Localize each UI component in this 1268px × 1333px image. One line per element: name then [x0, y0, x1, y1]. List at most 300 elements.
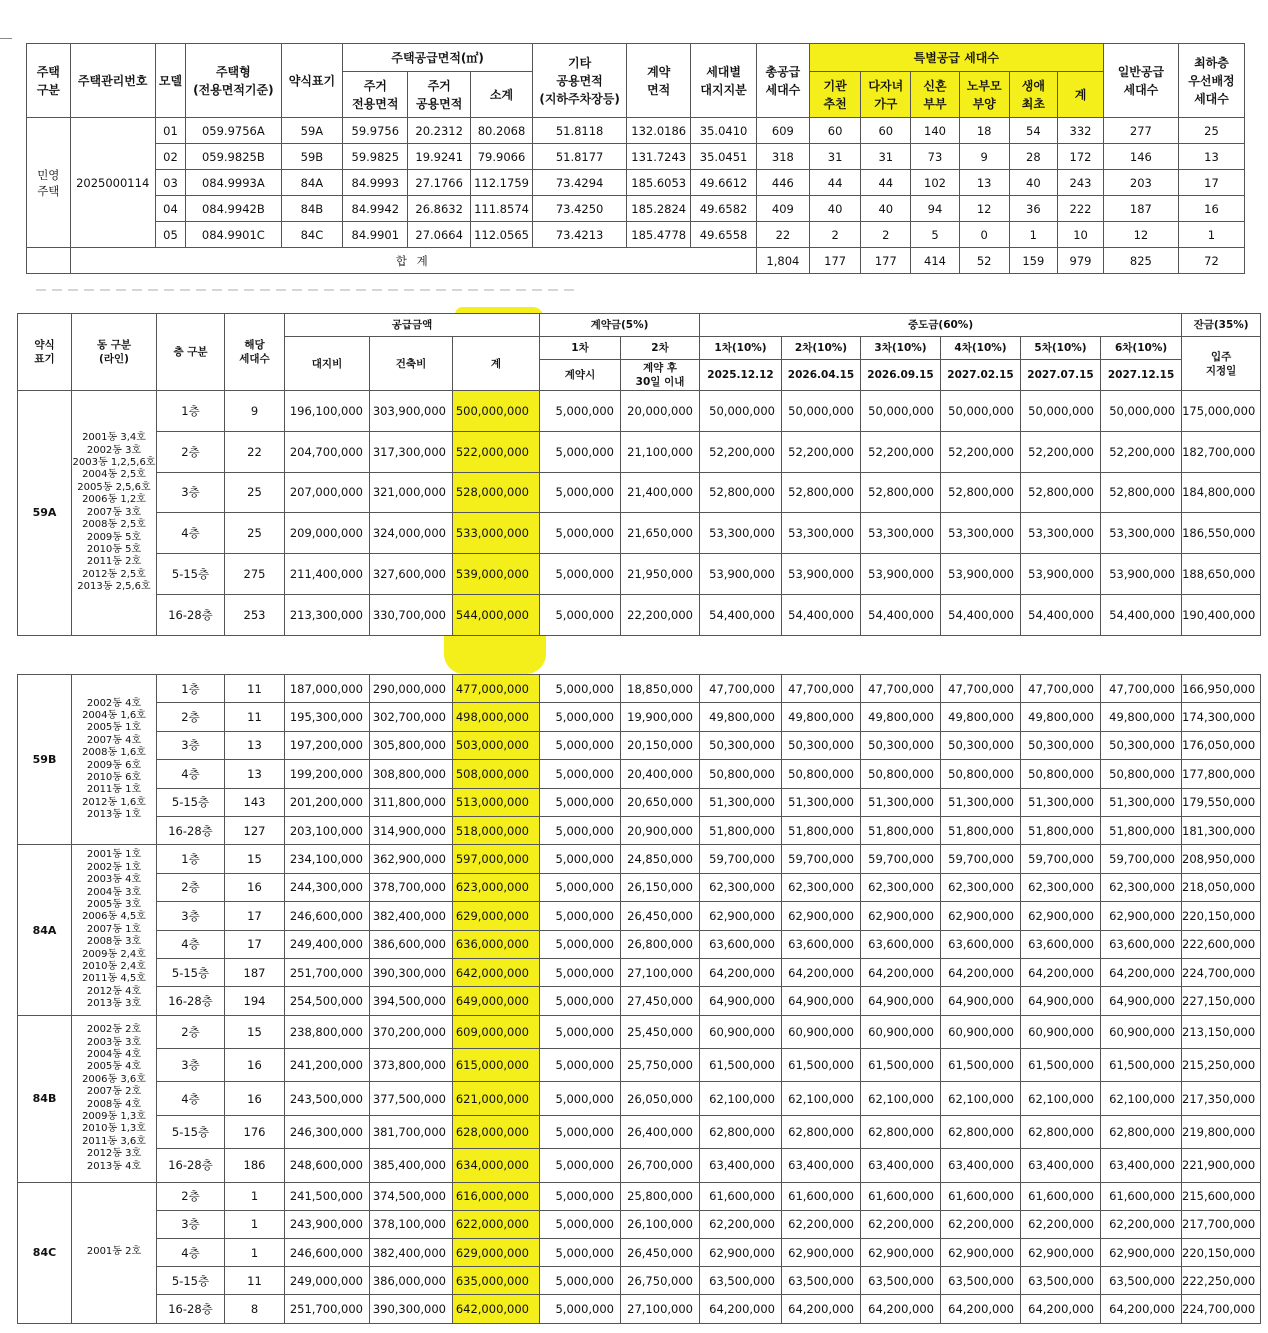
header-deposit-2: 2차: [621, 337, 700, 360]
price-cell: 50,800,000: [700, 760, 782, 788]
summary-cell: 27.0664: [408, 222, 471, 248]
summary-row: [27, 196, 1245, 222]
price-cell: 62,900,000: [1021, 1239, 1101, 1267]
price-cell: 27,450,000: [621, 987, 700, 1015]
summary-cell: 132.0186: [627, 118, 691, 144]
summary-cell: 40: [1009, 170, 1058, 196]
price-cell: 49,800,000: [1021, 703, 1101, 731]
unit-type-label: 84A: [18, 845, 72, 1015]
supply-summary-table: [26, 43, 1245, 274]
price-cell: 390,300,000: [370, 958, 453, 986]
price-cell: 62,200,000: [782, 1210, 861, 1238]
dong-list: 2001동 1호 2002동 1호 2003동 4호 2004동 3호 2005동 3호 2006동 4,5호 2007동 1호 2008동 3호 2009동 2,4호 2010동 2,4호 2011동 4,5호 2012동 4호 2013동 3호: [72, 845, 157, 1015]
summary-cell: 12: [1103, 222, 1178, 248]
price-cell: 209,000,000: [285, 513, 370, 554]
floor-cell: 5-15층: [157, 554, 225, 595]
unit-type-label: 59A: [18, 391, 72, 636]
price-cell: 62,300,000: [782, 873, 861, 901]
price-cell: 62,900,000: [700, 1239, 782, 1267]
price-cell: 50,800,000: [1021, 760, 1101, 788]
price-cell: 62,900,000: [861, 1239, 941, 1267]
summary-cell: 44: [809, 170, 861, 196]
price-cell: 317,300,000: [370, 431, 453, 472]
price-cell: 63,500,000: [861, 1267, 941, 1295]
price-cell: 51,800,000: [941, 816, 1021, 844]
price-cell: 220,150,000: [1182, 1239, 1261, 1267]
price-cell: 5,000,000: [540, 431, 621, 472]
price-cell: 5,000,000: [540, 513, 621, 554]
price-cell: 196,100,000: [285, 391, 370, 432]
summary-cell: 49.6558: [691, 222, 757, 248]
price-cell: 60,900,000: [700, 1015, 782, 1048]
summary-cell: 60: [809, 118, 861, 144]
summary-cell: 44: [861, 170, 911, 196]
dong-list: 2001동 3,4호 2002동 3호 2003동 1,2,5,6호 2004동 2,5호 2005동 2,5,6호 2006동 1,2호 2007동 3호 2008동 2,5호 2009동 5호 2010동 5호 2011동 2호 2012동 2,5호 2013동 2,5,6호: [72, 391, 157, 636]
price-cell: 51,300,000: [941, 788, 1021, 816]
header-inst: 기관 추천: [809, 72, 861, 118]
header-mid-2-date: 2026.04.15: [782, 360, 861, 391]
summary-cell: 084.9942B: [186, 196, 281, 222]
price-cell: 64,200,000: [1021, 1295, 1101, 1323]
units-cell: 253: [225, 594, 285, 635]
floor-cell: 2층: [157, 1015, 225, 1048]
price-cell: 62,900,000: [782, 1239, 861, 1267]
price-cell: 62,900,000: [941, 902, 1021, 930]
summary-cell: 13: [959, 170, 1009, 196]
price-cell: 217,700,000: [1182, 1210, 1261, 1238]
price-cell: 311,800,000: [370, 788, 453, 816]
floor-cell: 2층: [157, 431, 225, 472]
price-cell: 62,300,000: [1021, 873, 1101, 901]
summary-cell: 10: [1058, 222, 1104, 248]
total-price-cell: 649,000,000: [453, 987, 540, 1015]
units-cell: 9: [225, 391, 285, 432]
price-cell: 302,700,000: [370, 703, 453, 731]
price-cell: 222,250,000: [1182, 1267, 1261, 1295]
header-mid-group: 중도금(60%): [700, 314, 1182, 337]
units-cell: 16: [225, 873, 285, 901]
header-common: 주거 공용면적: [408, 72, 471, 118]
price-cell: 20,900,000: [621, 816, 700, 844]
price-row: [18, 594, 1268, 635]
units-cell: 16: [225, 1049, 285, 1082]
price-cell: 246,300,000: [285, 1115, 370, 1148]
price-cell: 186,550,000: [1182, 513, 1261, 554]
price-cell: 174,300,000: [1182, 703, 1261, 731]
highlight-mark: [444, 636, 546, 674]
price-cell: 63,500,000: [1021, 1267, 1101, 1295]
price-cell: 50,300,000: [1021, 731, 1101, 759]
price-cell: 386,000,000: [370, 1267, 453, 1295]
price-cell: 53,900,000: [861, 554, 941, 595]
summary-cell: 84.9993: [343, 170, 408, 196]
dong-list: 2001동 2호: [72, 1182, 157, 1323]
summary-cell: 26.8632: [408, 196, 471, 222]
total-price-cell: 533,000,000: [453, 513, 540, 554]
floor-cell: 5-15층: [157, 1267, 225, 1295]
price-cell: 62,100,000: [1021, 1082, 1101, 1115]
summary-cell: 94: [911, 196, 960, 222]
price-cell: 179,550,000: [1182, 788, 1261, 816]
header-model: 모델: [155, 44, 185, 118]
price-cell: 26,700,000: [621, 1149, 700, 1182]
units-cell: 1: [225, 1182, 285, 1210]
price-cell: 51,300,000: [782, 788, 861, 816]
price-cell: 54,400,000: [1021, 594, 1101, 635]
price-cell: 303,900,000: [370, 391, 453, 432]
house-kind-cell: 민영 주택: [27, 118, 71, 248]
units-cell: 187: [225, 958, 285, 986]
price-cell: 249,400,000: [285, 930, 370, 958]
price-cell: 52,200,000: [700, 431, 782, 472]
price-cell: 224,700,000: [1182, 958, 1261, 986]
price-cell: 52,800,000: [1101, 472, 1182, 513]
floor-cell: 4층: [157, 760, 225, 788]
total-price-cell: 609,000,000: [453, 1015, 540, 1048]
price-cell: 378,700,000: [370, 873, 453, 901]
price-cell: 50,800,000: [861, 760, 941, 788]
price-cell: 52,200,000: [861, 431, 941, 472]
price-row: [18, 391, 1268, 432]
floor-cell: 4층: [157, 1239, 225, 1267]
price-cell: 290,000,000: [370, 675, 453, 703]
summary-cell: 02: [155, 144, 185, 170]
price-cell: 381,700,000: [370, 1115, 453, 1148]
price-cell: 203,100,000: [285, 816, 370, 844]
units-cell: 275: [225, 554, 285, 595]
summary-cell: 01: [155, 118, 185, 144]
summary-cell: 59A: [281, 118, 343, 144]
price-cell: 62,900,000: [861, 902, 941, 930]
header-housing-type: 주택형 (전용면적기준): [186, 44, 281, 118]
price-cell: 62,100,000: [1101, 1082, 1182, 1115]
dong-list: 2002동 4호 2004동 1,6호 2005동 1호 2007동 4호 2008동 1,6호 2009동 6호 2010동 6호 2011동 1호 2012동 1,6호 2013동 1호: [72, 675, 157, 845]
total-price-cell: 628,000,000: [453, 1115, 540, 1148]
price-cell: 51,800,000: [700, 816, 782, 844]
price-cell: 59,700,000: [1021, 845, 1101, 873]
summary-cell: 22: [757, 222, 810, 248]
header-mid-3: 3차(10%): [861, 337, 941, 360]
summary-cell: 59.9825: [343, 144, 408, 170]
price-cell: 184,800,000: [1182, 472, 1261, 513]
price-cell: 51,300,000: [700, 788, 782, 816]
price-row: [18, 1015, 1268, 1048]
price-cell: 20,150,000: [621, 731, 700, 759]
price-cell: 218,050,000: [1182, 873, 1261, 901]
price-cell: 64,200,000: [941, 1295, 1021, 1323]
price-cell: 5,000,000: [540, 1295, 621, 1323]
header-other-common: 기타 공용면적 (지하주차장등): [532, 44, 626, 118]
price-cell: 61,600,000: [700, 1182, 782, 1210]
units-cell: 15: [225, 845, 285, 873]
price-cell: 64,900,000: [941, 987, 1021, 1015]
price-cell: 61,500,000: [700, 1049, 782, 1082]
price-cell: 197,200,000: [285, 731, 370, 759]
price-cell: 234,100,000: [285, 845, 370, 873]
price-cell: 251,700,000: [285, 1295, 370, 1323]
summary-cell: 409: [757, 196, 810, 222]
price-cell: 52,800,000: [941, 472, 1021, 513]
price-cell: 54,400,000: [700, 594, 782, 635]
header-dong: 동 구분 (라인): [72, 314, 157, 391]
summary-cell: 51.8118: [532, 118, 626, 144]
price-cell: 22,200,000: [621, 594, 700, 635]
price-cell: 53,300,000: [700, 513, 782, 554]
price-cell: 207,000,000: [285, 472, 370, 513]
price-cell: 62,100,000: [782, 1082, 861, 1115]
price-cell: 166,950,000: [1182, 675, 1261, 703]
summary-cell: 112.0565: [471, 222, 533, 248]
price-cell: 20,650,000: [621, 788, 700, 816]
price-cell: 62,900,000: [1101, 1239, 1182, 1267]
price-cell: 62,800,000: [861, 1115, 941, 1148]
faded-note-line: [36, 289, 576, 291]
price-cell: 63,600,000: [782, 930, 861, 958]
price-cell: 63,400,000: [1101, 1149, 1182, 1182]
header-elderly: 노부모 부양: [959, 72, 1009, 118]
price-cell: 54,400,000: [861, 594, 941, 635]
floor-cell: 5-15층: [157, 1115, 225, 1148]
price-cell: 221,900,000: [1182, 1149, 1261, 1182]
price-cell: 5,000,000: [540, 760, 621, 788]
price-cell: 53,900,000: [941, 554, 1021, 595]
floor-cell: 3층: [157, 472, 225, 513]
price-cell: 5,000,000: [540, 703, 621, 731]
price-cell: 26,100,000: [621, 1210, 700, 1238]
summary-cell: 111.8574: [471, 196, 533, 222]
dong-list: 2002동 2호 2003동 3호 2004동 4호 2005동 4호 2006동 3,6호 2007동 2호 2008동 4호 2009동 1,3호 2010동 1,3호 2011동 3,6호 2012동 3호 2013동 4호: [72, 1015, 157, 1182]
price-cell: 62,900,000: [1101, 902, 1182, 930]
price-cell: 5,000,000: [540, 1115, 621, 1148]
header-house-kind: 주택 구분: [27, 44, 71, 118]
price-cell: 63,500,000: [782, 1267, 861, 1295]
price-cell: 50,000,000: [1101, 391, 1182, 432]
price-cell: 374,500,000: [370, 1182, 453, 1210]
price-cell: 64,200,000: [1021, 958, 1101, 986]
price-cell: 63,400,000: [782, 1149, 861, 1182]
units-cell: 25: [225, 513, 285, 554]
price-cell: 243,500,000: [285, 1082, 370, 1115]
price-cell: 62,200,000: [941, 1210, 1021, 1238]
price-cell: 62,300,000: [700, 873, 782, 901]
price-cell: 25,750,000: [621, 1049, 700, 1082]
price-cell: 59,700,000: [941, 845, 1021, 873]
header-building: 건축비: [370, 337, 453, 391]
price-cell: 5,000,000: [540, 958, 621, 986]
summary-cell: 04: [155, 196, 185, 222]
summary-cell: 318: [757, 144, 810, 170]
price-cell: 5,000,000: [540, 731, 621, 759]
price-cell: 62,900,000: [941, 1239, 1021, 1267]
price-cell: 50,000,000: [782, 391, 861, 432]
price-cell: 187,000,000: [285, 675, 370, 703]
price-cell: 59,700,000: [861, 845, 941, 873]
price-cell: 53,900,000: [1101, 554, 1182, 595]
price-cell: 382,400,000: [370, 902, 453, 930]
header-balance-group: 잔금(35%): [1182, 314, 1261, 337]
price-row: [18, 873, 1268, 901]
price-cell: 64,900,000: [1101, 987, 1182, 1015]
price-cell: 60,900,000: [1021, 1015, 1101, 1048]
price-cell: 50,000,000: [700, 391, 782, 432]
price-cell: 5,000,000: [540, 1239, 621, 1267]
price-row: [18, 1049, 1268, 1082]
price-cell: 5,000,000: [540, 675, 621, 703]
floor-cell: 2층: [157, 1182, 225, 1210]
price-cell: 241,500,000: [285, 1182, 370, 1210]
price-cell: 53,300,000: [861, 513, 941, 554]
units-cell: 186: [225, 1149, 285, 1182]
summary-cell: 187: [1103, 196, 1178, 222]
total-price-cell: 500,000,000: [453, 391, 540, 432]
price-cell: 51,800,000: [861, 816, 941, 844]
price-cell: 53,900,000: [782, 554, 861, 595]
summary-cell: 18: [959, 118, 1009, 144]
header-mid-1: 1차(10%): [700, 337, 782, 360]
summary-cell: 332: [1058, 118, 1104, 144]
units-cell: 127: [225, 816, 285, 844]
price-cell: 394,500,000: [370, 987, 453, 1015]
price-cell: 24,850,000: [621, 845, 700, 873]
summary-cell: 2: [809, 222, 861, 248]
total-price-cell: 503,000,000: [453, 731, 540, 759]
price-cell: 243,900,000: [285, 1210, 370, 1238]
price-cell: 25,450,000: [621, 1015, 700, 1048]
blank-cell: [27, 248, 71, 274]
price-cell: 305,800,000: [370, 731, 453, 759]
price-cell: 5,000,000: [540, 554, 621, 595]
header-abbr: 약식표기: [281, 44, 343, 118]
price-cell: 62,200,000: [861, 1210, 941, 1238]
header-mid-3-date: 2026.09.15: [861, 360, 941, 391]
price-cell: 175,000,000: [1182, 391, 1261, 432]
summary-cell: 84.9901: [343, 222, 408, 248]
price-cell: 217,350,000: [1182, 1082, 1261, 1115]
price-cell: 50,300,000: [782, 731, 861, 759]
price-cell: 64,900,000: [1021, 987, 1101, 1015]
price-cell: 211,400,000: [285, 554, 370, 595]
price-cell: 220,150,000: [1182, 902, 1261, 930]
summary-cell: 5: [911, 222, 960, 248]
price-row: [18, 554, 1268, 595]
price-cell: 64,200,000: [941, 958, 1021, 986]
price-cell: 47,700,000: [700, 675, 782, 703]
header-total: 계: [453, 337, 540, 391]
units-cell: 11: [225, 703, 285, 731]
total-price-cell: 642,000,000: [453, 1295, 540, 1323]
price-cell: 61,600,000: [1101, 1182, 1182, 1210]
price-row: [18, 731, 1268, 759]
summary-cell: 185.2824: [627, 196, 691, 222]
total-cell: 979: [1058, 248, 1104, 274]
price-cell: 213,150,000: [1182, 1015, 1261, 1048]
header-contract-area: 계약 면적: [627, 44, 691, 118]
price-cell: 61,600,000: [782, 1182, 861, 1210]
price-cell: 62,100,000: [700, 1082, 782, 1115]
price-row: [18, 1267, 1268, 1295]
price-row: [18, 930, 1268, 958]
price-row: [18, 816, 1268, 844]
price-cell: 52,200,000: [782, 431, 861, 472]
price-row: [18, 1149, 1268, 1182]
price-cell: 51,300,000: [861, 788, 941, 816]
price-cell: 64,200,000: [1101, 958, 1182, 986]
price-cell: 62,200,000: [1021, 1210, 1101, 1238]
total-cell: 159: [1009, 248, 1058, 274]
price-cell: 5,000,000: [540, 873, 621, 901]
total-cell: 177: [861, 248, 911, 274]
price-cell: 370,200,000: [370, 1015, 453, 1048]
price-cell: 62,800,000: [782, 1115, 861, 1148]
price-cell: 208,950,000: [1182, 845, 1261, 873]
price-cell: 47,700,000: [1021, 675, 1101, 703]
price-cell: 249,000,000: [285, 1267, 370, 1295]
price-cell: 49,800,000: [700, 703, 782, 731]
price-cell: 63,500,000: [700, 1267, 782, 1295]
summary-row: [27, 118, 1245, 144]
header-area-group: 주택공급면적(㎡): [343, 44, 533, 72]
price-cell: 5,000,000: [540, 816, 621, 844]
summary-cell: 16: [1178, 196, 1244, 222]
summary-cell: 73.4213: [532, 222, 626, 248]
summary-cell: 203: [1103, 170, 1178, 196]
price-cell: 215,250,000: [1182, 1049, 1261, 1082]
price-row: [18, 1182, 1268, 1210]
total-price-cell: 508,000,000: [453, 760, 540, 788]
price-cell: 18,850,000: [621, 675, 700, 703]
price-cell: 254,500,000: [285, 987, 370, 1015]
units-cell: 11: [225, 675, 285, 703]
summary-row: [27, 170, 1245, 196]
summary-cell: 1: [1009, 222, 1058, 248]
summary-cell: 13: [1178, 144, 1244, 170]
price-cell: 5,000,000: [540, 1049, 621, 1082]
summary-cell: 059.9825B: [186, 144, 281, 170]
price-cell: 241,200,000: [285, 1049, 370, 1082]
price-cell: 62,200,000: [700, 1210, 782, 1238]
price-cell: 50,300,000: [1101, 731, 1182, 759]
units-cell: 17: [225, 902, 285, 930]
summary-total-row: [27, 248, 1245, 274]
total-price-cell: 597,000,000: [453, 845, 540, 873]
summary-cell: 277: [1103, 118, 1178, 144]
price-cell: 54,400,000: [1101, 594, 1182, 635]
summary-cell: 31: [861, 144, 911, 170]
price-row: [18, 513, 1268, 554]
price-cell: 50,800,000: [941, 760, 1021, 788]
total-price-cell: 621,000,000: [453, 1082, 540, 1115]
price-cell: 64,200,000: [700, 1295, 782, 1323]
price-cell: 62,200,000: [1101, 1210, 1182, 1238]
header-supply-group: 공급금액: [285, 314, 540, 337]
summary-row: [27, 222, 1245, 248]
summary-cell: 54: [1009, 118, 1058, 144]
price-cell: 25,800,000: [621, 1182, 700, 1210]
price-cell: 59,700,000: [700, 845, 782, 873]
total-price-cell: 622,000,000: [453, 1210, 540, 1238]
summary-cell: 80.2068: [471, 118, 533, 144]
header-total-supply: 총공급 세대수: [757, 44, 810, 118]
price-cell: 373,800,000: [370, 1049, 453, 1082]
price-cell: 64,900,000: [700, 987, 782, 1015]
price-row: [18, 472, 1268, 513]
price-cell: 182,700,000: [1182, 431, 1261, 472]
total-cell: 177: [809, 248, 861, 274]
price-cell: 64,200,000: [861, 1295, 941, 1323]
summary-cell: 31: [809, 144, 861, 170]
price-cell: 50,000,000: [1021, 391, 1101, 432]
price-cell: 47,700,000: [861, 675, 941, 703]
